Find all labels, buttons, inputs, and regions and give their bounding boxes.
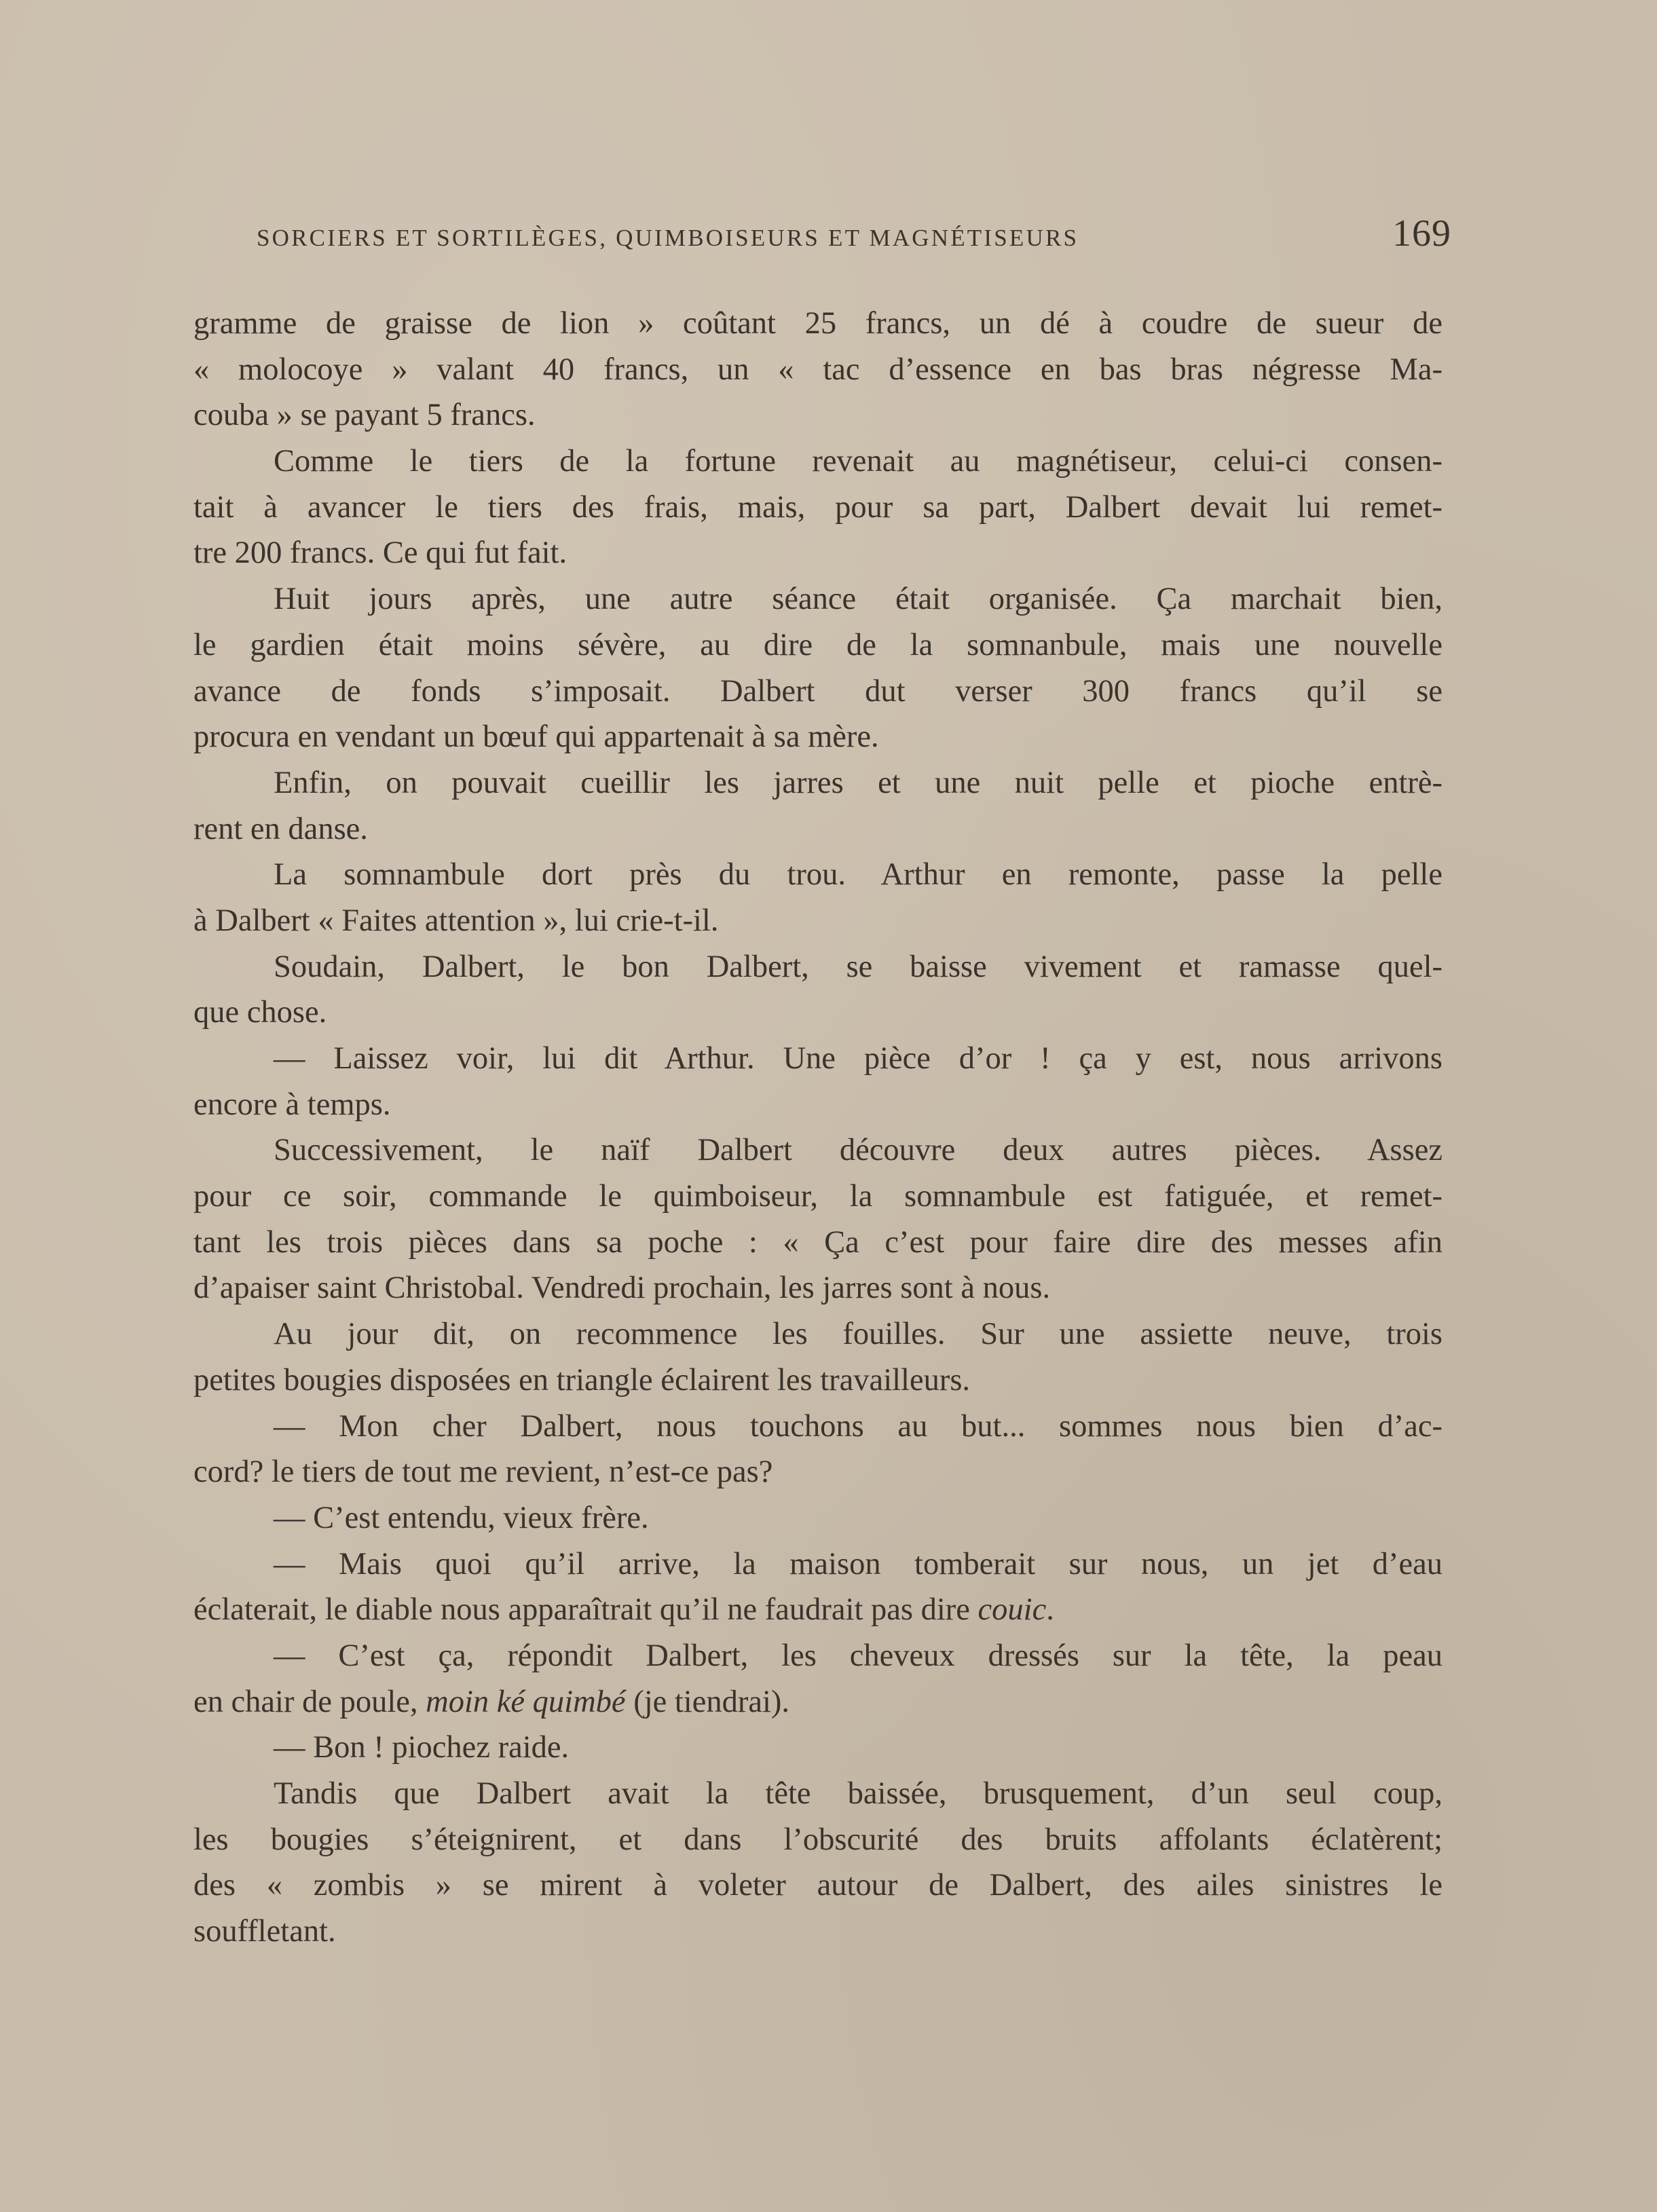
text-segment: . xyxy=(1046,1592,1054,1628)
text-line: à Dalbert « Faites attention », lui crie-t-il. xyxy=(193,903,719,938)
text-line: — Bon ! piochez raide. xyxy=(274,1730,570,1765)
page-number: 169 xyxy=(1392,212,1451,255)
text-line: d’apaiser saint Christobal. Vendredi prochain, les jarres sont à nous. xyxy=(193,1271,1051,1306)
text-line: Soudain, Dalbert, le bon Dalbert, se baisse vivement et ramasse quel- xyxy=(274,949,1442,984)
running-title: SORCIERS ET SORTILÈGES, QUIMBOISEURS ET MAGNÉTISEURS xyxy=(257,225,1079,251)
text-line: — C’est entendu, vieux frère. xyxy=(274,1500,649,1535)
text-line: cord? le tiers de tout me revient, n’est-ce pas? xyxy=(193,1455,773,1490)
text-line: Tandis que Dalbert avait la tête baissée, brusquement, d’un seul coup, xyxy=(274,1776,1442,1811)
text-line: tait à avancer le tiers des frais, mais, pour sa part, Dalbert devait lui remet- xyxy=(193,489,1442,525)
text-line: « molocoye » valant 40 francs, un « tac d’essence en bas bras négresse Ma- xyxy=(193,352,1442,387)
text-line: le gardien était moins sévère, au dire de la somnanbule, mais une nouvelle xyxy=(193,627,1442,662)
text-line: — Laissez voir, lui dit Arthur. Une pièce d’or ! ça y est, nous arrivons xyxy=(274,1041,1442,1076)
text-line: tre 200 francs. Ce qui fut fait. xyxy=(193,536,567,571)
text-line: les bougies s’éteignirent, et dans l’obscurité des bruits affolants éclatèrent; xyxy=(193,1822,1442,1857)
text-line: des « zombis » se mirent à voleter autour de Dalbert, des ailes sinistres le xyxy=(193,1868,1442,1903)
text-line xyxy=(193,1587,1442,1633)
text-line: Comme le tiers de la fortune revenait au magnétiseur, celui-ci consen- xyxy=(274,444,1442,479)
text-line: souffletant. xyxy=(193,1914,336,1949)
text-line: que chose. xyxy=(193,995,327,1030)
text-line: rent en danse. xyxy=(193,811,368,846)
body-text xyxy=(193,301,1442,1955)
text-line: pour ce soir, commande le quimboiseur, la somnambule est fatiguée, et remet- xyxy=(193,1179,1442,1214)
text-line: Huit jours après, une autre séance était organisée. Ça marchait bien, xyxy=(274,582,1442,617)
running-header xyxy=(257,212,1451,259)
text-line: procura en vendant un bœuf qui appartenait à sa mère. xyxy=(193,719,879,755)
text-line: tant les trois pièces dans sa poche : « Ça c’est pour faire dire des messes afin xyxy=(193,1224,1442,1260)
text-segment: éclaterait, le diable nous apparaîtrait qu’il ne faudrait pas dire xyxy=(193,1592,978,1628)
text-line: avance de fonds s’imposait. Dalbert dut verser 300 francs qu’il se xyxy=(193,673,1442,709)
text-line xyxy=(193,1679,1442,1725)
text-line: — Mais quoi qu’il arrive, la maison tomberait sur nous, un jet d’eau xyxy=(274,1546,1442,1581)
text-line: gramme de graisse de lion » coûtant 25 francs, un dé à coudre de sueur de xyxy=(193,306,1442,341)
text-line: couba » se payant 5 francs. xyxy=(193,398,536,433)
text-line: Successivement, le naïf Dalbert découvre deux autres pièces. Assez xyxy=(274,1133,1442,1168)
text-line: — C’est ça, répondit Dalbert, les cheveux dressés sur la tête, la peau xyxy=(274,1638,1442,1673)
text-line: Enfin, on pouvait cueillir les jarres et une nuit pelle et pioche entrè- xyxy=(274,765,1442,800)
text-line: La somnambule dort près du trou. Arthur en remonte, passe la pelle xyxy=(274,857,1442,893)
text-line: Au jour dit, on recommence les fouilles. Sur une assiette neuve, trois xyxy=(274,1317,1442,1352)
text-line: petites bougies disposées en triangle éclairent les travailleurs. xyxy=(193,1362,971,1398)
text-segment: en chair de poule, xyxy=(193,1684,426,1719)
text-line: — Mon cher Dalbert, nous touchons au but... sommes nous bien d’ac- xyxy=(274,1408,1442,1444)
italic-term: moin ké quimbé xyxy=(426,1684,626,1719)
text-segment: (je tiendrai). xyxy=(625,1684,790,1719)
italic-term: couic xyxy=(978,1592,1047,1628)
text-line: encore à temps. xyxy=(193,1087,391,1122)
